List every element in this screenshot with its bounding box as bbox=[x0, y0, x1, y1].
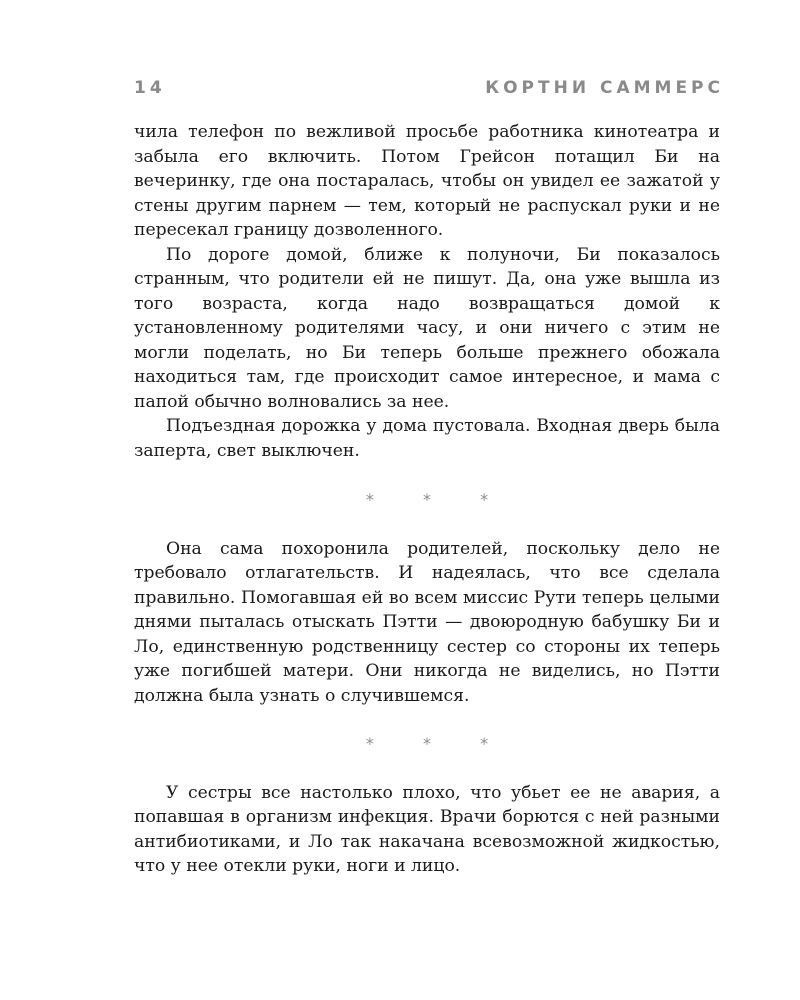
page-number: 14 bbox=[134, 78, 166, 98]
section-separator: * * * bbox=[365, 734, 511, 753]
paragraph: По дороге домой, ближе к полуночи, Би показалось странным, что родители ей не пишут. Да, она уже вышла из того возраста, когда надо возвращаться домой к установленному родителями часу, и они ничего с этим не могли поделать, но Би теперь больше прежнего обожала находиться там, где происходит самое интересное, и мама с папой обычно волновались за нее. bbox=[134, 244, 720, 412]
section-separator: * * * bbox=[365, 490, 511, 509]
paragraph: У сестры все настолько плохо, что убьет ее не авария, а попавшая в организм инфекция. Врачи борются с ней разными антибиотиками, и Ло так накачана всевозможной жидкостью, что у нее отекли руки, ноги и лицо. bbox=[134, 782, 720, 876]
running-header bbox=[134, 78, 724, 100]
running-title-author: КОРТНИ САММЕРС bbox=[485, 78, 724, 98]
body-text bbox=[134, 120, 720, 879]
paragraph: чила телефон по вежливой просьбе работника кинотеатра и забыла его включить. Потом Грейсон потащил Би на вечеринку, где она постаралась, чтобы он увидел ее зажатой у стены другим парнем — тем, который не распускал руки и не пересекал границу дозволенного. bbox=[134, 122, 720, 240]
paragraph: Подъездная дорожка у дома пустовала. Входная дверь была заперта, свет выключен. bbox=[134, 416, 720, 461]
paragraph: Она сама похоронила родителей, поскольку дело не требовало отлагательств. И надеялась, что все сделала правильно. Помогавшая ей во всем миссис Рути теперь целыми днями пыталась отыскать Пэтти — двоюродную бабушку Би и Ло, единственную родственницу сестер со стороны их теперь уже погибшей матери. Они никогда не виделись, но Пэтти должна была узнать о случившемся. bbox=[134, 538, 720, 706]
